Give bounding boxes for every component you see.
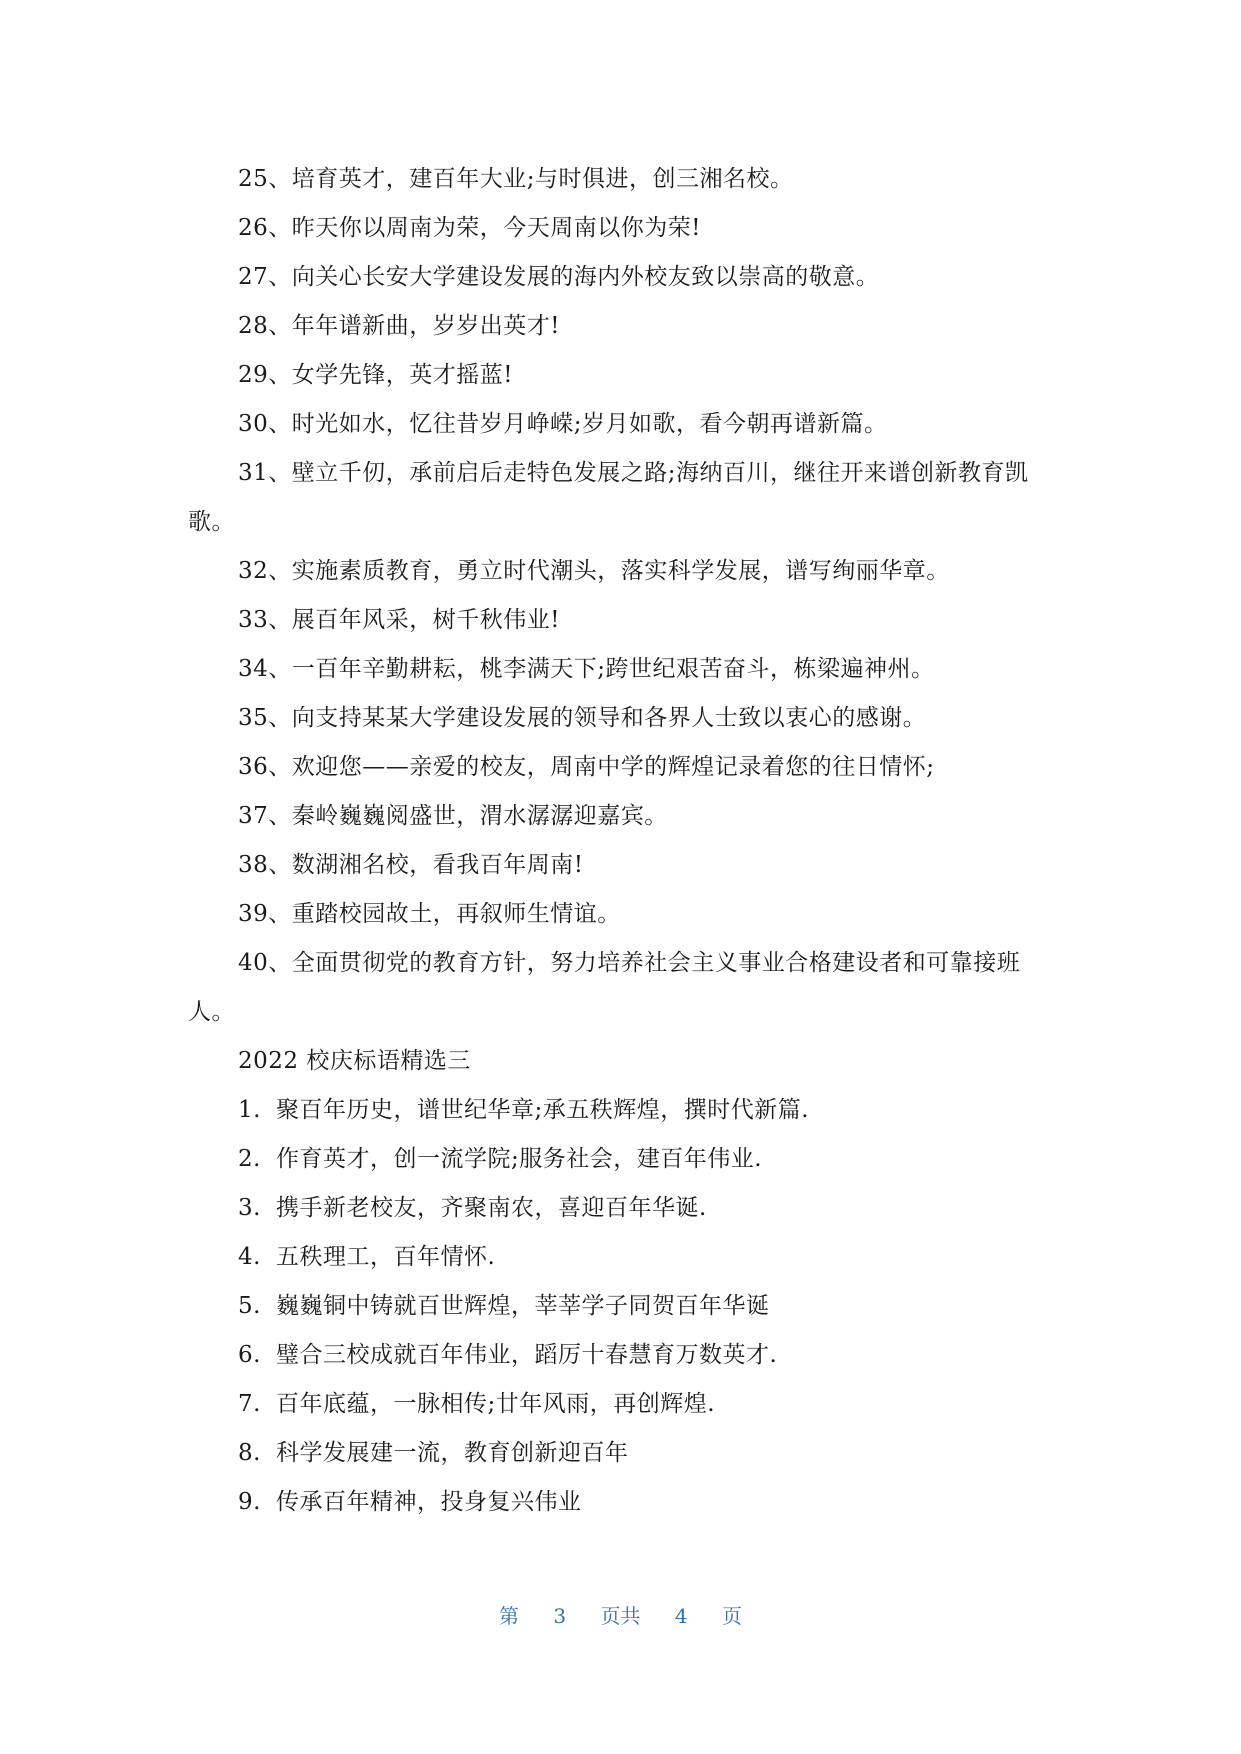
slogan-30: 30、时光如水，忆往昔岁月峥嵘;岁月如歌，看今朝再谱新篇。 bbox=[238, 411, 888, 437]
footer-prefix: 第 bbox=[499, 1604, 520, 1628]
list-item bbox=[188, 1086, 1058, 1135]
slogan-35: 35、向支持某某大学建设发展的领导和各界人士致以衷心的感谢。 bbox=[238, 705, 927, 731]
slogan-28: 28、年年谱新曲，岁岁出英才! bbox=[238, 313, 561, 339]
list-item bbox=[188, 1184, 1058, 1233]
list-number: 5. bbox=[238, 1293, 261, 1319]
list-number: 1. bbox=[238, 1097, 261, 1123]
list-text: 传承百年精神，投身复兴伟业 bbox=[276, 1489, 582, 1515]
list-item bbox=[188, 1429, 1058, 1478]
current-page-number: 3 bbox=[553, 1604, 567, 1628]
list-number: 2. bbox=[238, 1146, 261, 1172]
page-footer bbox=[0, 1600, 1241, 1629]
list-number: 3. bbox=[238, 1195, 261, 1221]
slogan-29: 29、女学先锋，英才摇蓝! bbox=[238, 362, 514, 388]
slogan-25: 25、培育英才，建百年大业;与时俱进，创三湘名校。 bbox=[238, 166, 794, 192]
list-text: 百年底蕴，一脉相传;廿年风雨，再创辉煌. bbox=[276, 1391, 716, 1417]
slogan-27: 27、向关心长安大学建设发展的海内外校友致以崇高的敬意。 bbox=[238, 264, 880, 290]
slogan-33: 33、展百年风采，树千秋伟业! bbox=[238, 607, 561, 633]
slogan-37: 37、秦岭巍巍阅盛世，渭水潺潺迎嘉宾。 bbox=[238, 803, 668, 829]
section-title: 2022 校庆标语精选三 bbox=[238, 1048, 471, 1074]
slogan-40: 40、全面贯彻党的教育方针，努力培养社会主义事业合格建设者和可靠接班人。 bbox=[188, 950, 1021, 1025]
footer-suffix: 页 bbox=[721, 1604, 742, 1628]
list-number: 7. bbox=[238, 1391, 261, 1417]
list-text: 巍巍铜中铸就百世辉煌，莘莘学子同贺百年华诞 bbox=[276, 1293, 770, 1319]
list-item bbox=[188, 1331, 1058, 1380]
slogan-26: 26、昨天你以周南为荣，今天周南以你为荣! bbox=[238, 215, 702, 241]
list-number: 4. bbox=[238, 1244, 261, 1270]
document-body bbox=[188, 155, 1058, 1527]
slogan-34: 34、一百年辛勤耕耘，桃李满天下;跨世纪艰苦奋斗，栋梁遍神州。 bbox=[238, 656, 935, 682]
total-page-number: 4 bbox=[674, 1604, 688, 1628]
list-text: 璧合三校成就百年伟业，蹈厉十春慧育万数英才. bbox=[276, 1342, 778, 1368]
slogan-32: 32、实施素质教育，勇立时代潮头，落实科学发展，谱写绚丽华章。 bbox=[238, 558, 950, 584]
list-item bbox=[188, 1282, 1058, 1331]
list-text: 五秩理工，百年情怀. bbox=[276, 1244, 496, 1270]
slogan-39: 39、重踏校园故土，再叙师生情谊。 bbox=[238, 901, 621, 927]
list-number: 8. bbox=[238, 1440, 261, 1466]
list-item bbox=[188, 1380, 1058, 1429]
list-item bbox=[188, 1478, 1058, 1527]
list-item bbox=[188, 1233, 1058, 1282]
slogan-31: 31、壁立千仞，承前启后走特色发展之路;海纳百川，继往开来谱创新教育凯歌。 bbox=[188, 460, 1029, 535]
list-text: 作育英才，创一流学院;服务社会，建百年伟业. bbox=[276, 1146, 763, 1172]
footer-middle: 页共 bbox=[600, 1604, 641, 1628]
list-text: 携手新老校友，齐聚南农，喜迎百年华诞. bbox=[276, 1195, 707, 1221]
list-item bbox=[188, 1135, 1058, 1184]
list-text: 聚百年历史，谱世纪华章;承五秩辉煌，撰时代新篇. bbox=[276, 1097, 810, 1123]
slogan-36: 36、欢迎您——亲爱的校友，周南中学的辉煌记录着您的往日情怀; bbox=[238, 754, 935, 780]
list-number: 9. bbox=[238, 1489, 261, 1515]
list-number: 6. bbox=[238, 1342, 261, 1368]
list-text: 科学发展建一流，教育创新迎百年 bbox=[276, 1440, 629, 1466]
slogan-38: 38、数湖湘名校，看我百年周南! bbox=[238, 852, 584, 878]
